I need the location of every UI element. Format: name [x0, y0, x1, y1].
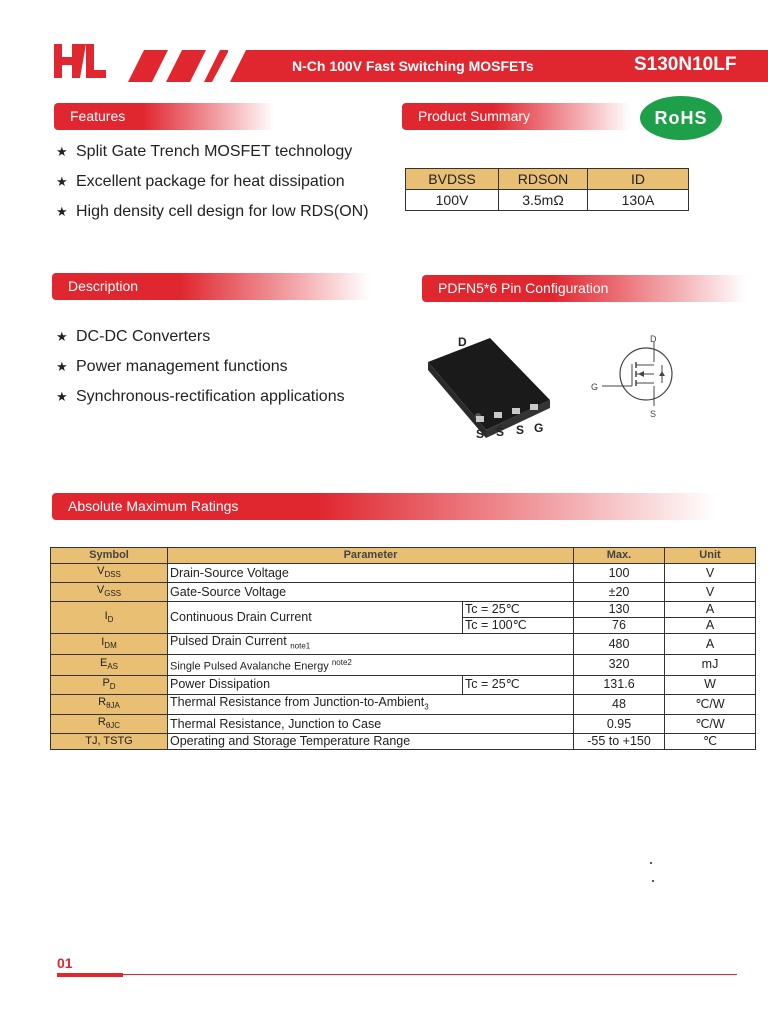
- pin-config-heading: PDFN5*6 Pin Configuration: [422, 275, 746, 302]
- star-icon: ★: [56, 204, 68, 219]
- table-row: $I_D$ Continuous Drain Current Tc = 25℃ 130 A: [51, 602, 756, 618]
- features-list: [56, 137, 369, 227]
- schematic-source-label: S: [650, 409, 657, 419]
- star-icon: ★: [56, 329, 68, 344]
- package-image: [420, 330, 570, 442]
- drain-label: D: [458, 335, 467, 349]
- mosfet-schematic: [588, 332, 678, 420]
- list-item: ★ Synchronous-rectification applications: [56, 382, 345, 412]
- table-row: $P_D$ Power Dissipation Tc = 25℃ 131.6 W: [51, 675, 756, 694]
- summary-table: [405, 168, 689, 211]
- stray-mark: [650, 862, 652, 864]
- star-icon: ★: [56, 144, 68, 159]
- description-list: [56, 322, 345, 412]
- table-row: $R_{\theta JA}$ Thermal Resistance from Junction-to-Ambient$_3$ 48 ℃/W: [51, 694, 756, 715]
- table-row: $E_{AS}$ Single Pulsed Avalanche Energy $^{note2}$ 320 mJ: [51, 654, 756, 675]
- description-heading: Description: [52, 273, 370, 300]
- ratings-table: [50, 547, 756, 750]
- table-row: $I_{DM}$ Pulsed Drain Current $_{note1}$ 480 A: [51, 634, 756, 655]
- stray-mark: [652, 880, 654, 882]
- product-summary-heading: Product Summary: [402, 103, 630, 130]
- pin-label: S: [476, 427, 485, 441]
- pin-label: S: [496, 425, 505, 439]
- table-row: Symbol Parameter Max. Unit: [51, 548, 756, 564]
- star-icon: ★: [56, 359, 68, 374]
- table-row: $V_{DSS}$ Drain-Source Voltage 100 V: [51, 564, 756, 583]
- list-item: ★ High density cell design for low RDS(ON): [56, 197, 369, 227]
- footer-accent: [57, 973, 123, 977]
- table-row: 100V 3.5mΩ 130A: [406, 190, 689, 211]
- company-logo: [52, 40, 108, 82]
- table-row: $R_{\theta JC}$ Thermal Resistance, Junction to Case 0.95 ℃/W: [51, 715, 756, 734]
- page-number: 01: [57, 955, 73, 971]
- star-icon: ★: [56, 389, 68, 404]
- list-item: ★ Split Gate Trench MOSFET technology: [56, 137, 369, 167]
- header-subtitle: N-Ch 100V Fast Switching MOSFETs: [292, 58, 534, 74]
- table-row: $V_{GSS}$ Gate-Source Voltage ±20 V: [51, 583, 756, 602]
- schematic-gate-label: G: [591, 382, 599, 392]
- table-row: BVDSS RDSON ID: [406, 169, 689, 190]
- list-item: ★ Excellent package for heat dissipation: [56, 167, 369, 197]
- rohs-badge: RoHS: [640, 96, 722, 140]
- list-item: ★ Power management functions: [56, 352, 345, 382]
- schematic-drain-label: D: [650, 334, 657, 344]
- abs-max-heading: Absolute Maximum Ratings: [52, 493, 716, 520]
- part-number: S130N10LF: [634, 54, 737, 75]
- pin-label: S: [516, 423, 525, 437]
- header-stripes: [128, 50, 228, 82]
- star-icon: ★: [56, 174, 68, 189]
- table-row: Tc = 100℃ 76 A: [51, 618, 756, 634]
- footer-rule: [57, 974, 737, 975]
- table-row: TJ, TSTG Operating and Storage Temperature Range -55 to +150 ℃: [51, 734, 756, 750]
- list-item: ★ DC-DC Converters: [56, 322, 345, 352]
- features-heading: Features: [54, 103, 274, 130]
- pin-label: G: [534, 421, 544, 435]
